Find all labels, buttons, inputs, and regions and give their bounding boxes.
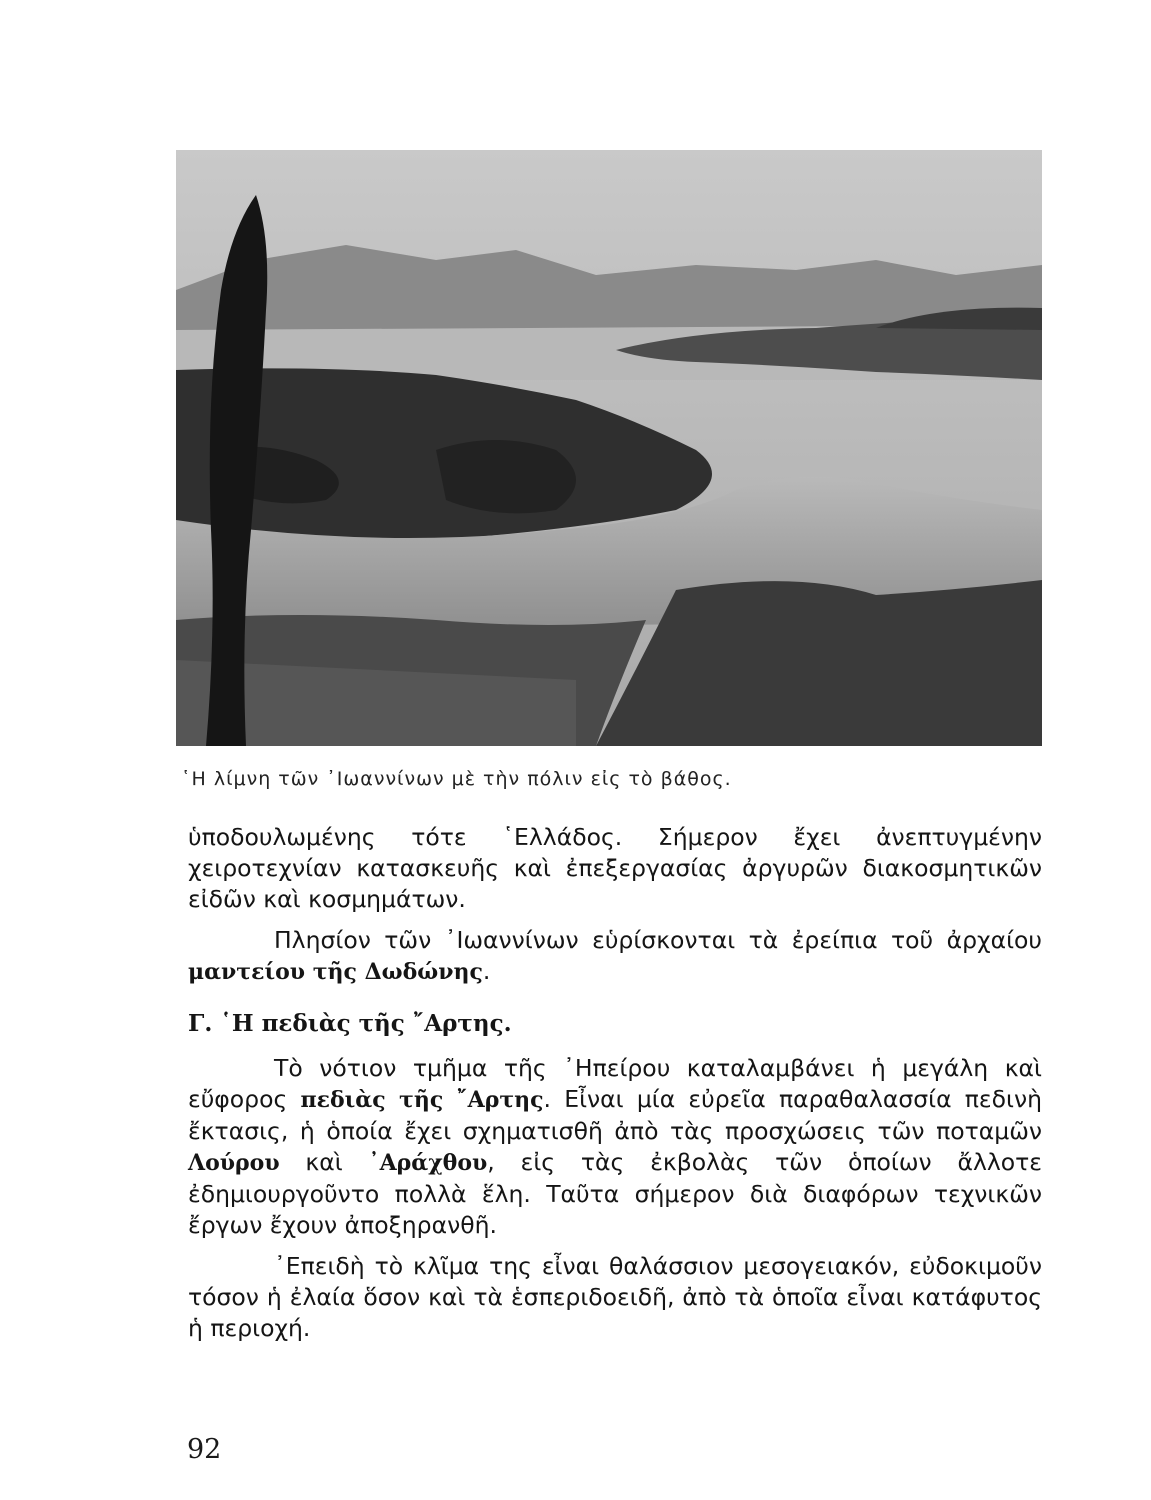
lake-photo-drawing — [176, 150, 1042, 746]
paragraph-3-bold2: Λούρου — [188, 1150, 280, 1176]
paragraph-4: ᾿Επειδὴ τὸ κλῖμα της εἶναι θαλάσσιον μεσογειακόν, εὐδοκιμοῦν τόσον ἡ ἐλαία ὅσον καὶ τὰ ἑσπεριδοειδῆ, ἀπὸ τὰ ὁποῖα εἶναι κατάφυτος ἡ περιοχή. — [188, 1252, 1042, 1342]
photo-caption: ῾Η λίμνη τῶν ᾿Ιωαννίνων μὲ τὴν πόλιν εἰς τὸ βάθος. — [181, 768, 732, 790]
page-number: 92 — [187, 1434, 222, 1465]
paragraph-2-text: Πλησίον τῶν ᾿Ιωαννίνων εὑρίσκονται τὰ ἐρείπια τοῦ ἀρχαίου — [274, 926, 1042, 954]
paragraph-3-bold1: πεδιὰς τῆς ῎Αρτης — [300, 1087, 544, 1113]
trees-cluster — [436, 440, 576, 513]
paragraph-3 — [188, 1053, 1042, 1241]
section-heading: Γ. ῾Η πεδιὰς τῆς ῎Αρτης. — [188, 1010, 512, 1037]
paragraph-1: ὑποδουλωμένης τότε ῾Ελλάδος. Σήμερον ἔχει ἀνεπτυγμένην χειροτεχνίαν κατασκευῆς καὶ ἐπεξεργασίας ἀργυρῶν διακοσμητικῶν εἰδῶν καὶ κοσμημάτων. — [188, 823, 1042, 913]
paragraph-2 — [188, 925, 1042, 988]
lake-photo — [176, 150, 1042, 746]
paragraph-2-end: . — [482, 957, 491, 985]
paragraph-3-part1: Τὸ νότιον τμῆμα τῆς ᾿Ηπείρου καταλαμβάνει ἡ μεγάλη καὶ εὔφορος — [188, 1054, 1042, 1113]
paragraph-2-bold: μαντείου τῆς Δωδώνης — [188, 959, 483, 985]
article-body — [188, 822, 1042, 1344]
paragraph-3-bold3: ᾿Αράχθου — [368, 1150, 488, 1176]
paragraph-3-part4: , εἰς τὰς ἐκβολὰς τῶν ὁποίων ἄλλοτε ἐδημιουργοῦντο πολλὰ ἕλη. Ταῦτα σήμερον διὰ διαφόρων τεχνικῶν ἔργων ἔχουν ἀποξηρανθῆ. — [188, 1148, 1043, 1239]
paragraph-3-part3: καὶ — [279, 1148, 369, 1176]
paragraph-3-part2: . Εἶναι μία εὐρεῖα παραθαλασσία πεδινὴ ἔκτασις, ἡ ὁποία ἔχει σχηματισθῆ ἀπὸ τὰς προσχώσεις τῶν ποταμῶν — [188, 1085, 1042, 1145]
